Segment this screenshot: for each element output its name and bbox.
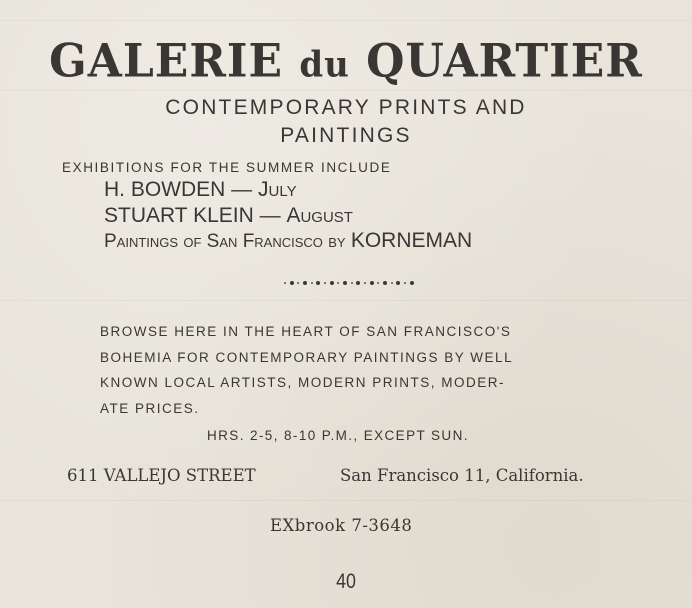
opening-hours: HRS. 2-5, 8-10 P.M., EXCEPT SUN. xyxy=(207,428,469,443)
exhibition-artist: KORNEMAN xyxy=(350,229,473,252)
body-line-1: BROWSE HERE IN THE HEART OF SAN FRANCISCO'S xyxy=(100,324,512,339)
dotted-ornament-divider xyxy=(284,278,414,288)
exhibition-month: August xyxy=(286,204,353,227)
title-quartier: QUARTIER xyxy=(366,34,643,89)
city-state: San Francisco 11, California. xyxy=(340,466,584,485)
exhibition-separator: — xyxy=(253,204,287,227)
body-line-4: ATE PRICES. xyxy=(100,401,200,416)
title-du: du xyxy=(299,44,350,87)
page-number: 40 xyxy=(336,570,356,593)
exhibition-klein xyxy=(104,204,353,228)
exhibition-month: July xyxy=(258,178,297,201)
subtitle-line-1: CONTEMPORARY PRINTS AND xyxy=(165,96,527,119)
exhibition-bowden xyxy=(104,178,297,202)
body-line-3: KNOWN LOCAL ARTISTS, MODERN PRINTS, MODER- xyxy=(100,375,506,390)
exhibition-separator: — xyxy=(225,178,259,201)
body-line-2: BOHEMIA FOR CONTEMPORARY PAINTINGS BY WELL xyxy=(100,350,514,365)
street-address: 611 VALLEJO STREET xyxy=(67,466,256,485)
title-galerie: GALERIE xyxy=(49,34,283,89)
exhibition-artist: STUART KLEIN xyxy=(104,204,254,227)
phone-number: EXbrook 7-3648 xyxy=(270,516,413,535)
gallery-title xyxy=(0,35,692,89)
subtitle-line-2: PAINTINGS xyxy=(280,124,412,147)
exhibitions-intro: EXHIBITIONS FOR THE SUMMER INCLUDE xyxy=(62,160,392,175)
exhibition-artist: H. BOWDEN xyxy=(104,178,226,201)
exhibition-description: Paintings of San Francisco by xyxy=(104,231,351,252)
exhibition-korneman xyxy=(104,229,472,253)
